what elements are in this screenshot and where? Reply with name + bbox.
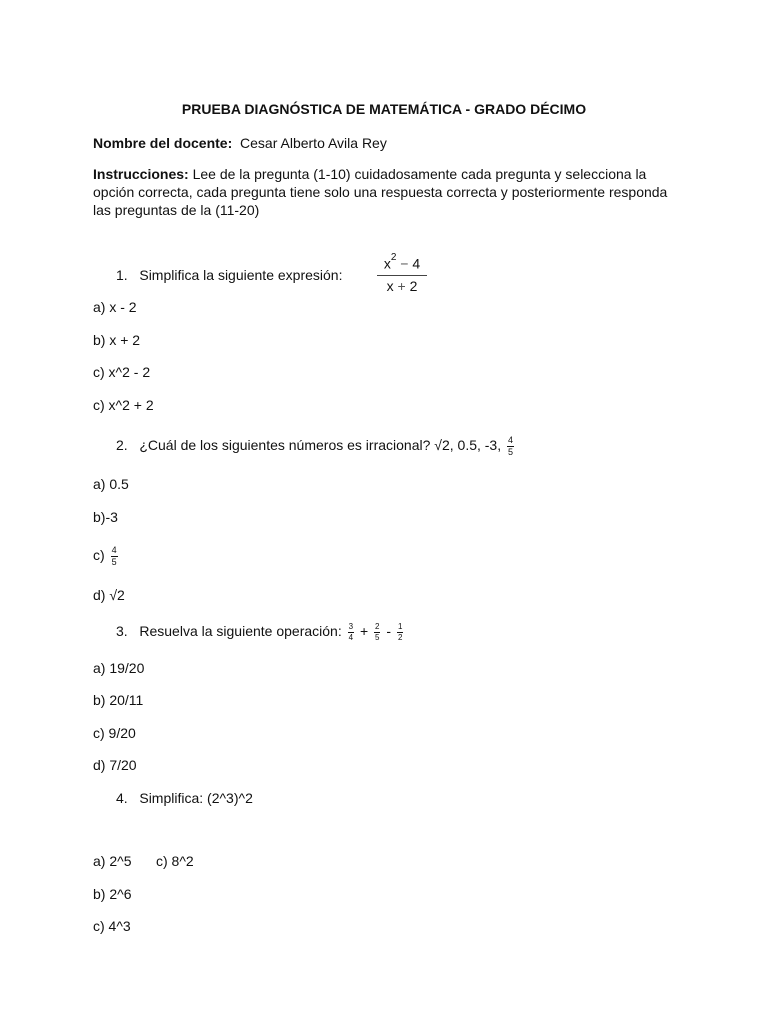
- q3-option: a) 19/20: [93, 660, 145, 676]
- q1-expression: [377, 252, 427, 295]
- q3-fraction-3: $\frac{1}{2}$: [397, 621, 403, 642]
- question-number: 4.: [116, 790, 128, 806]
- question-text: Resuelva la siguiente operación:: [139, 623, 342, 639]
- q4-option: c) 8^2: [156, 853, 194, 869]
- instructions-line-2: opción correcta, cada pregunta tiene solo una respuesta correcta y posteriormente responda: [93, 184, 668, 200]
- q1-option: a) x - 2: [93, 299, 137, 315]
- q3-option: c) 9/20: [93, 725, 136, 741]
- q4-option: c) 4^3: [93, 918, 131, 934]
- question-number: 3.: [116, 623, 128, 639]
- q1-option: c) x^2 - 2: [93, 364, 151, 380]
- question-number: 2.: [116, 437, 128, 454]
- q2-fraction: $\frac{4}{5}$: [508, 435, 514, 457]
- q3-operator-2: -: [386, 623, 392, 639]
- q4-option: a) 2^5: [93, 853, 132, 869]
- q2-option: b)-3: [93, 509, 118, 525]
- q4-option: b) 2^6: [93, 886, 132, 902]
- instructions-text-1: Lee de la pregunta (1-10) cuidadosamente cada pregunta y selecciona la: [192, 166, 647, 182]
- question-2: [116, 436, 516, 457]
- question-text: Simplifica: (2^3)^2: [139, 790, 253, 806]
- q1-option: b) x + 2: [93, 332, 141, 348]
- page-title: PRUEBA DIAGNÓSTICA DE MATEMÁTICA - GRADO DÉCIMO: [181, 101, 587, 117]
- question-3: [116, 622, 405, 642]
- question-text: Simplifica la siguiente expresión:: [139, 267, 343, 283]
- instructions-line-3: las preguntas de la (11-20): [93, 202, 260, 218]
- question-text: ¿Cuál de los siguientes números es irracional? √2, 0.5, -3,: [139, 437, 502, 454]
- q3-operator-1: +: [359, 623, 369, 639]
- teacher-line: [93, 134, 387, 152]
- q3-option: d) 7/20: [93, 757, 137, 773]
- question-4: [116, 789, 253, 807]
- teacher-name: Cesar Alberto Avila Rey: [240, 135, 387, 151]
- q3-option: b) 20/11: [93, 692, 144, 708]
- q2-option-c-fraction: $\frac{4}{5}$: [111, 545, 117, 567]
- q2-option: d) √2: [93, 587, 125, 603]
- question-number: 1.: [116, 267, 128, 283]
- teacher-label: Nombre del docente:: [93, 135, 233, 151]
- instructions-line-1: [93, 165, 646, 183]
- question-1: [116, 266, 342, 284]
- q1-expression-numerator: $x^2 - 4$: [377, 252, 427, 276]
- q1-option: c) x^2 + 2: [93, 397, 154, 413]
- q2-option: a) 0.5: [93, 476, 129, 492]
- q3-fraction-1: $\frac{3}{4}$: [348, 621, 354, 642]
- q2-option-fraction: c) $\frac{4}{5}$: [93, 545, 117, 567]
- q3-fraction-2: $\frac{2}{5}$: [375, 621, 380, 642]
- instructions-label: Instrucciones:: [93, 166, 189, 182]
- q1-expression-denominator: x + 2: [386, 277, 418, 294]
